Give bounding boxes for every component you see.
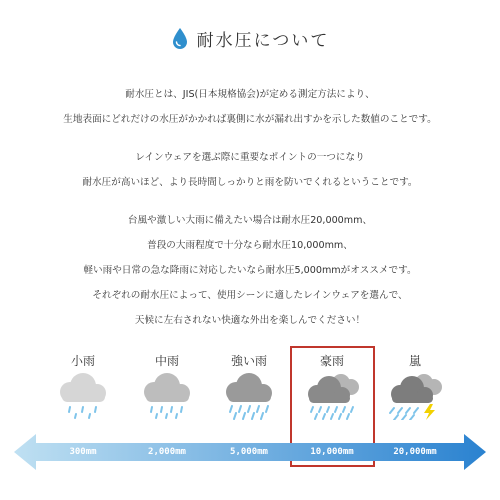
page-header <box>0 26 500 51</box>
water-drop-icon <box>171 27 189 51</box>
text-line: それぞれの耐水圧によって、使用シーンに適したレインウェアを選んで、 <box>92 290 408 301</box>
level-label-storm: 嵐 <box>408 354 421 368</box>
level-label-torrential-rain: 豪雨 <box>319 354 344 368</box>
storm-cloud-icon <box>380 370 450 420</box>
paragraph-importance <box>0 145 500 195</box>
light-rain-cloud-icon <box>48 370 118 420</box>
level-label-light-rain: 小雨 <box>70 354 95 368</box>
paragraph-definition <box>0 82 500 132</box>
page-title: 耐水圧について <box>196 31 330 51</box>
value-light-rain: 300mm <box>69 447 97 457</box>
level-label-heavy-rain: 強い雨 <box>230 354 267 368</box>
text-line: 耐水圧とは、JIS(日本規格協会)が定める測定方法により、 <box>125 89 375 100</box>
value-moderate-rain: 2,000mm <box>148 447 186 457</box>
text-line: 台風や激しい大雨に備えたい場合は耐水圧20,000mm、 <box>127 215 373 226</box>
text-line: 生地表面にどれだけの水圧がかかれば裏側に水が漏れ出すかを示した数値のことです。 <box>63 114 437 125</box>
heavy-rain-cloud-icon <box>214 370 284 420</box>
text-line: 軽い雨や日常の急な降雨に対応したいなら耐水圧5,000mmがオススメです。 <box>83 265 417 276</box>
torrential-rain-cloud-icon <box>297 370 367 420</box>
paragraph-recommendation <box>0 208 500 333</box>
text-line: 普段の大雨程度で十分なら耐水圧10,000mm、 <box>147 240 353 251</box>
text-line: レインウェアを選ぶ際に重要なポイントの一つになり <box>135 152 365 163</box>
value-torrential-rain: 10,000mm <box>310 447 354 457</box>
moderate-rain-cloud-icon <box>132 370 202 420</box>
value-heavy-rain: 5,000mm <box>230 447 268 457</box>
value-storm: 20,000mm <box>393 447 437 457</box>
lightning-icon <box>424 404 435 420</box>
text-line: 天候に左右されない快適な外出を楽しんでください！ <box>134 315 366 326</box>
text-line: 耐水圧が高いほど、より長時間しっかりと雨を防いでくれるということです。 <box>82 177 418 188</box>
level-label-moderate-rain: 中雨 <box>154 354 179 368</box>
